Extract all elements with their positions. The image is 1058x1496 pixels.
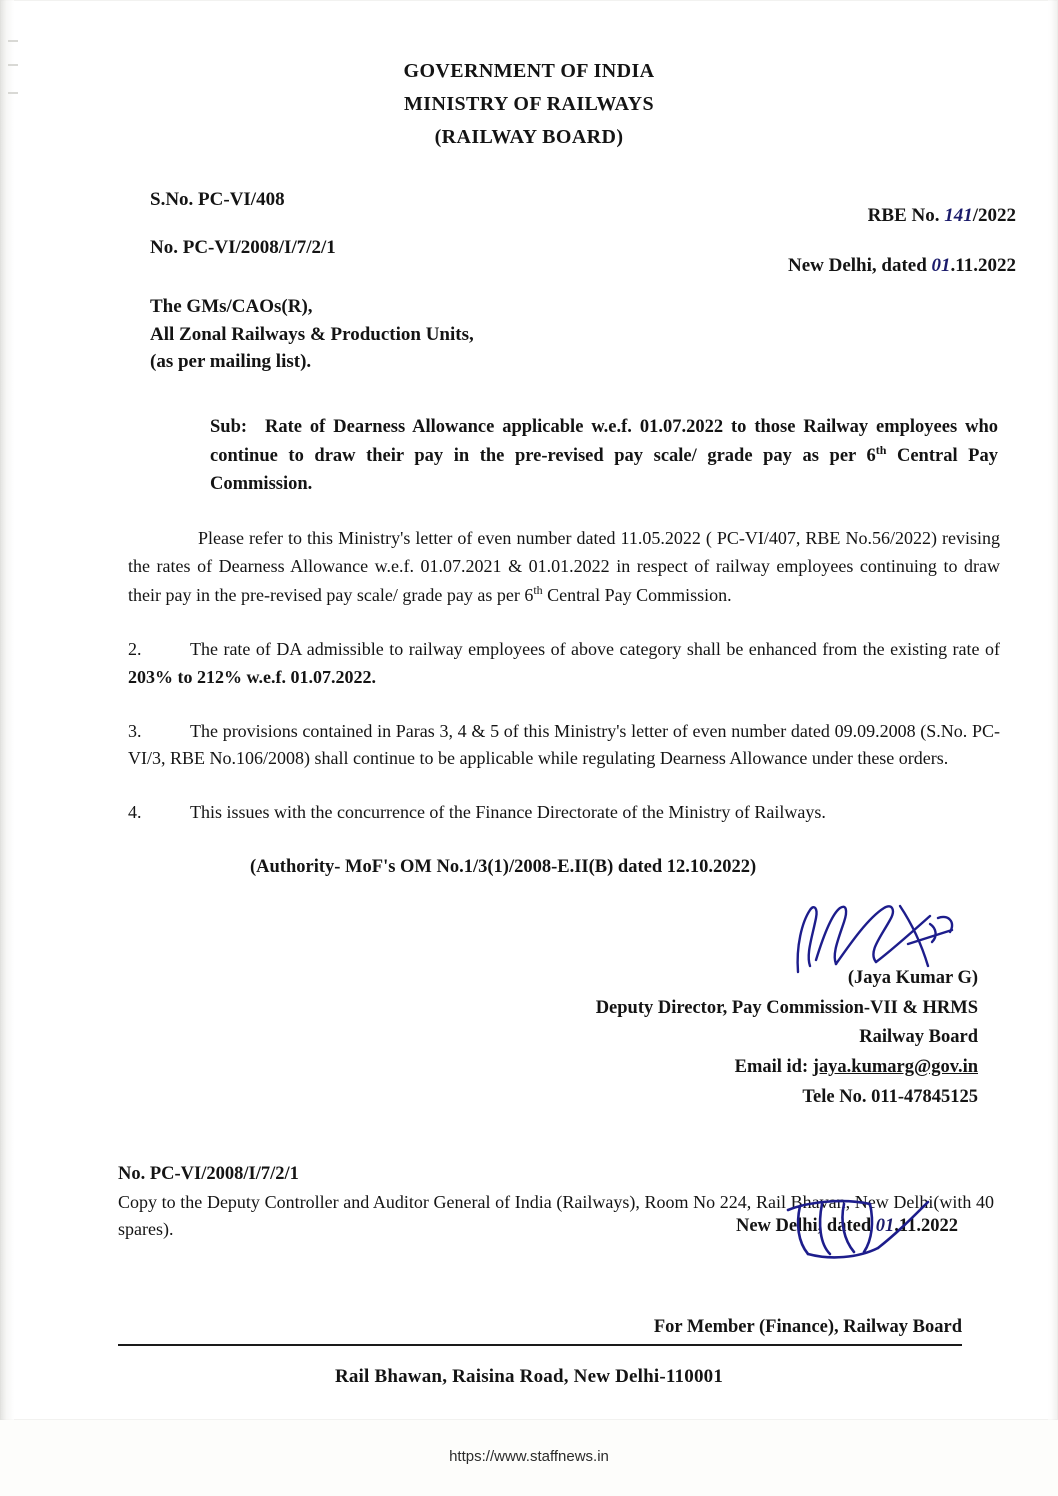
copy-place-date (736, 1216, 958, 1237)
serial-rbe-row (0, 189, 1058, 226)
authority-line: (Authority- MoF's OM No.1/3(1)/2008-E.II(B) dated 12.10.2022) (250, 857, 757, 878)
source-watermark: https://www.staffnews.in (449, 1448, 609, 1465)
subject-block (210, 414, 998, 499)
paragraph-3 (128, 718, 1000, 774)
subject-text-part2: Central Pay Commission. (210, 446, 998, 495)
paragraph-4-text: This issues with the concurrence of the Finance Directorate of the Ministry of Railways. (190, 802, 826, 823)
header-line-government: GOVERNMENT OF INDIA (403, 60, 655, 82)
date-suffix: .11.2022 (950, 255, 1016, 276)
rbe-number (868, 205, 1016, 227)
paragraph-4 (128, 799, 1000, 827)
letter-date-row (0, 237, 1058, 276)
paragraph-1-text-a: Please refer to this Ministry's letter of even number dated 11.05.2022 ( PC-VI/407, RBE No.56/2022) revising the rates of Dearness Allowance w.e.f. 01.07.2021 & 01.01.2022 in respect of railway employees continuing to draw their pay in the pre-revised pay scale/ grade pay as per 6 (128, 528, 1000, 605)
email-address[interactable]: jaya.kumarg@gov.in (812, 1056, 978, 1077)
paragraph-3-number: 3. (128, 720, 142, 741)
paragraph-2-number: 2. (128, 638, 142, 659)
place-and-date (788, 255, 1016, 277)
signatory-name: (Jaya Kumar G) (847, 968, 978, 989)
signatory-telephone: Tele No. 011-47845125 (802, 1086, 978, 1107)
footer-divider (118, 1344, 962, 1346)
header-line-board: (RAILWAY BOARD) (434, 126, 624, 148)
copy-date-prefix: New Delhi, dated (735, 1216, 872, 1237)
footer-address: Rail Bhawan, Raisina Road, New Delhi-110001 (334, 1366, 724, 1388)
document-header (0, 60, 1058, 149)
letter-number: No. PC-VI/2008/I/7/2/1 (150, 237, 336, 258)
rbe-handwritten-number: 141 (944, 205, 973, 226)
paragraph-4-number: 4. (128, 802, 142, 823)
paragraph-3-text: The provisions contained in Paras 3, 4 & 5 of this Ministry's letter of even number dated 09.09.2008 (S.No. PC-VI/3, RBE No.106/2008) shall continue to be applicable while regulating Dearness Allowance under these orders. (128, 720, 1000, 769)
serial-number: S.No. PC-VI/408 (150, 189, 285, 210)
copy-letter-number: No. PC-VI/2008/I/7/2/1 (118, 1164, 299, 1185)
date-handwritten-day: 01 (931, 255, 951, 276)
paragraph-1 (128, 525, 1000, 610)
addressee-line: All Zonal Railways & Production Units, (150, 323, 474, 345)
subject-text-part1: Rate of Dearness Allowance applicable w.e.f. 01.07.2022 to those Railway employees who continue to draw their pay in the pre-revised pay scale/ grade pay as per 6 (210, 416, 998, 467)
addressee-line: The GMs/CAOs(R), (150, 296, 313, 317)
place-date-prefix: New Delhi, dated (787, 255, 927, 276)
signature-block (0, 964, 978, 1112)
copy-date-suffix: .11.2022 (894, 1216, 958, 1237)
for-member-finance-line: For Member (Finance), Railway Board (653, 1317, 962, 1338)
signatory-office: Railway Board (859, 1027, 978, 1048)
paragraph-2-rate-highlight: 203% to 212% w.e.f. 01.07.2022. (128, 666, 376, 687)
subject-label: Sub: (210, 416, 248, 437)
addressee-line: (as per mailing list). (150, 351, 312, 373)
copy-distribution-text: Copy to the Deputy Controller and Auditor General of India (Railways), Room No 224, Rail Bhavan, New Delhi(with 40 spares). (118, 1192, 994, 1240)
signatory-email-line (0, 1053, 978, 1083)
subject-superscript: th (875, 443, 887, 458)
paragraph-2-text: The rate of DA admissible to railway employees of above category shall be enhanced from the existing rate of (190, 638, 1000, 659)
email-label: Email id: (734, 1056, 809, 1077)
paragraph-2 (128, 636, 1000, 692)
copy-date-handwritten-day: 01 (875, 1216, 895, 1237)
paragraph-1-superscript: th (533, 582, 543, 597)
paragraph-1-text-b: Central Pay Commission. (542, 584, 732, 605)
rbe-prefix: RBE No. (867, 205, 940, 226)
signatory-designation: Deputy Director, Pay Commission-VII & HRMS (595, 997, 978, 1018)
header-line-ministry: MINISTRY OF RAILWAYS (404, 93, 654, 115)
rbe-suffix: /2022 (972, 205, 1016, 226)
addressee-block (150, 293, 1058, 376)
